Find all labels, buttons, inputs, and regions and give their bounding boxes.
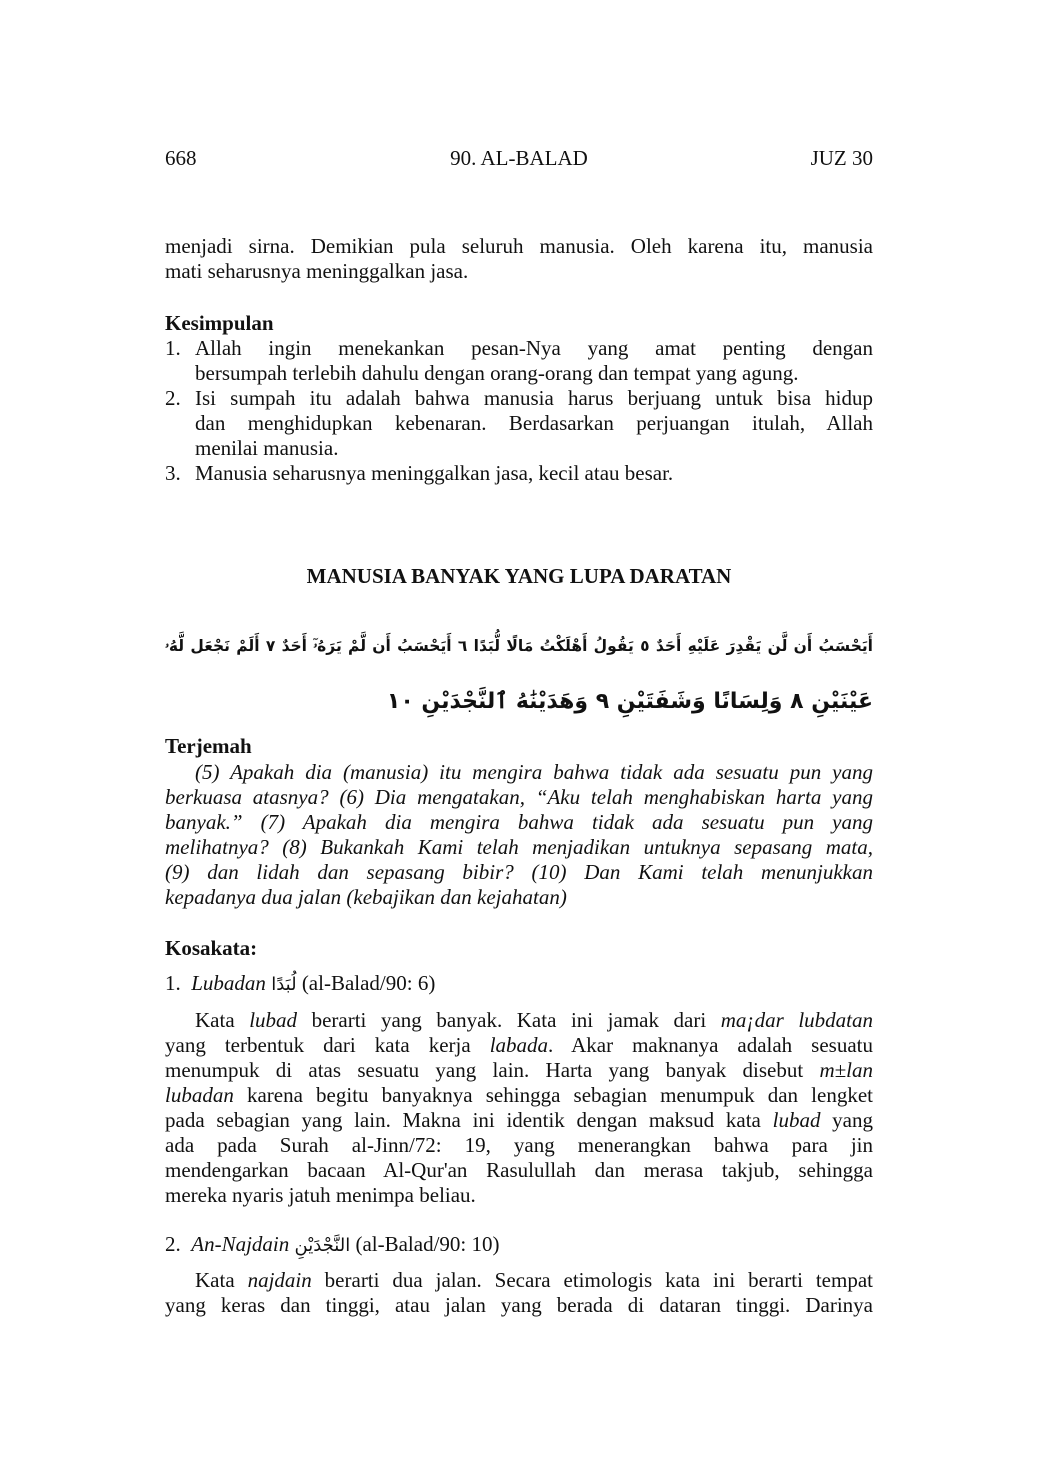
running-header-juz: JUZ 30 — [810, 146, 873, 170]
text: karena begitu banyaknya sehingga sebagian menumpuk dan lengket — [233, 1083, 873, 1107]
list-line: dan menghidupkan kebenaran. Berdasarkan perjuangan itulah, Allah — [195, 411, 873, 435]
text: Akar maknanya adalah sesuatu — [553, 1033, 873, 1057]
kesimpulan-heading: Kesimpulan — [165, 311, 274, 335]
page-number: 668 — [165, 146, 197, 170]
body-line: ada pada Surah al-Jinn/72: 19, yang menerangkan bahwa para jin — [165, 1133, 873, 1157]
arabic-verse-line: أَيَحْسَبُ أَن لَّن يَقْدِرَ عَلَيْهِ أَحَدٌ ٥ يَقُولُ أَهْلَكْتُ مَالًا لُّبَدًا ٦ أَيَحْسَبُ أَن لَّمْ يَرَهُۥٓ أَحَدٌ ٧ أَلَمْ نَجْعَل لَّهُۥ — [165, 637, 873, 655]
entry-arabic: لُبَدًا — [271, 974, 297, 995]
text: Kata — [195, 1268, 248, 1292]
entry-term: An-Najdain — [191, 1232, 290, 1256]
italic-term: m±lan — [819, 1058, 873, 1082]
list-number: 2. — [165, 386, 181, 410]
entry-number: 2. — [165, 1232, 181, 1256]
translation-line: berkuasa atasnya? (6) Dia mengatakan, “Aku telah menghabiskan harta yang — [165, 785, 873, 809]
body-line: yang keras dan tinggi, atau jalan yang berada di dataran tinggi. Darinya — [165, 1293, 873, 1317]
vocab-entry-heading — [165, 1232, 500, 1257]
translation-line: banyak.” (7) Apakah dia mengira bahwa tidak ada sesuatu pun yang — [165, 810, 873, 834]
translation-line: (5) Apakah dia (manusia) itu mengira bahwa tidak ada sesuatu pun yang — [195, 760, 873, 784]
kosakata-heading: Kosakata: — [165, 936, 258, 960]
list-line: Manusia seharusnya meninggalkan jasa, kecil atau besar. — [195, 461, 674, 485]
text: . — [548, 1033, 554, 1057]
translation-line: melihatnya? (8) Bukankah Kami telah menjadikan untuknya sepasang mata, — [165, 835, 873, 859]
italic-term: lubad — [772, 1108, 821, 1132]
body-line: menjadi sirna. Demikian pula seluruh manusia. Oleh karena itu, manusia — [165, 234, 873, 258]
vocab-entry-heading — [165, 971, 435, 996]
italic-term: lubadan — [165, 1083, 234, 1107]
italic-term: ma¡dar lubdatan — [720, 1008, 873, 1032]
list-line: menilai manusia. — [195, 436, 339, 460]
list-number: 3. — [165, 461, 181, 485]
text: menumpuk di atas sesuatu yang lain. Harta yang banyak disebut — [165, 1058, 820, 1082]
text: berarti dua jalan. Secara etimologis kata ini berarti tempat — [311, 1268, 873, 1292]
entry-arabic: النَّجْدَيْنِ — [294, 1235, 351, 1256]
body-line: mati seharusnya meninggalkan jasa. — [165, 259, 469, 283]
entry-reference: (al-Balad/90: 6) — [301, 971, 436, 995]
italic-term: labada — [489, 1033, 549, 1057]
list-line: Isi sumpah itu adalah bahwa manusia harus berjuang untuk bisa hidup — [195, 386, 873, 410]
body-line — [165, 1108, 873, 1133]
text: berarti yang banyak. Kata ini jamak dari — [297, 1008, 721, 1032]
text: yang — [820, 1108, 873, 1132]
body-line: mereka nyaris jatuh menimpa beliau. — [165, 1183, 476, 1207]
entry-term: Lubadan — [191, 971, 266, 995]
italic-term: najdain — [247, 1268, 312, 1292]
entry-reference: (al-Balad/90: 10) — [355, 1232, 500, 1256]
entry-number: 1. — [165, 971, 181, 995]
text: yang terbentuk dari kata kerja — [165, 1033, 490, 1057]
text: pada sebagian yang lain. Makna ini identik dengan maksud kata — [165, 1108, 773, 1132]
translation-line: kepadanya dua jalan (kebajikan dan kejahatan) — [165, 885, 567, 909]
terjemah-heading: Terjemah — [165, 734, 252, 758]
arabic-verse-line: عَيْنَيْنِ ٨ وَلِسَانًا وَشَفَتَيْنِ ٩ وَهَدَيْنَٰهُ ٱلنَّجْدَيْنِ ١٠ — [386, 689, 873, 714]
italic-term: lubad — [249, 1008, 298, 1032]
body-line — [195, 1008, 873, 1033]
running-header-chapter: 90. AL-BALAD — [450, 146, 588, 170]
body-line: mendengarkan bacaan Al-Qur'an Rasulullah dan merasa takjub, sehingga — [165, 1158, 873, 1182]
list-number: 1. — [165, 336, 181, 360]
body-line — [165, 1058, 873, 1083]
list-line: bersumpah terlebih dahulu dengan orang-orang dan tempat yang agung. — [195, 361, 799, 385]
section-title: MANUSIA BANYAK YANG LUPA DARATAN — [306, 564, 732, 588]
list-line: Allah ingin menekankan pesan-Nya yang amat penting dengan — [195, 336, 873, 360]
arabic-verse-block — [165, 618, 873, 730]
body-line — [195, 1268, 873, 1293]
translation-line: (9) dan lidah dan sepasang bibir? (10) Dan Kami telah menunjukkan — [165, 860, 873, 884]
body-line — [165, 1033, 873, 1058]
text: Kata — [195, 1008, 250, 1032]
body-line — [165, 1083, 873, 1108]
